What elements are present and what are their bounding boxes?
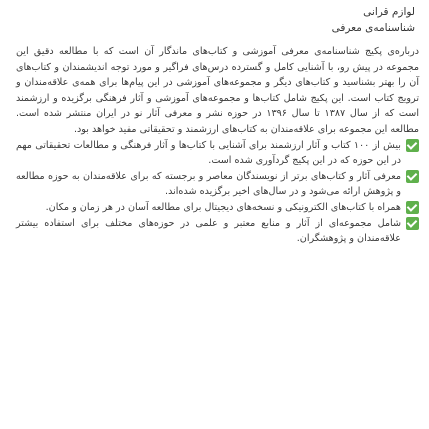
list-item-text: معرفی آثار و کتاب‌های برتر از نویسندگان معاصر و برجسته که برای علاقه‌مندان به حوزه مطالعه و پژوهش ارائه می‌شود و در سال‌های اخیر برگزیده شده‌اند. [16, 170, 401, 198]
list-item [16, 138, 419, 169]
list-item-text: بیش از ۱۰۰ کتاب و آثار ارزشمند برای آشنایی با کتاب‌ها و آثار فرهنگی و مطالعات تحقیقاتی مهم در این حوزه که در این پکیج گردآوری شده است. [16, 139, 401, 167]
check-icon [406, 217, 419, 230]
page-title: لوازم قرانی [363, 6, 415, 18]
main-content [16, 44, 419, 247]
list-item [16, 200, 419, 216]
list-item [16, 216, 419, 247]
page-subtitle: شناسنامه‌ی معرفی [331, 22, 415, 34]
list-item-text: همراه با کتاب‌های الکترونیکی و نسخه‌های دیجیتال برای مطالعه آسان در هر زمان و مکان. [45, 201, 401, 213]
list-item-text: شامل مجموعه‌ای از آثار و منابع معتبر و علمی در حوزه‌های مختلف برای استفاده بیشتر علاقه‌مندان و پژوهشگران. [16, 217, 401, 245]
header [332, 4, 415, 36]
list-item [16, 169, 419, 200]
check-icon [406, 201, 419, 214]
intro-paragraph: درباره‌ی پکیج شناسنامه‌ی معرفی آموزشی و کتاب‌های ماندگار آن است که با مطالعه دقیق این مجموعه در پیش رو، با آشنایی کامل و گسترده درس‌های فراگیر و مورد توجه اندیشمندان و کتاب‌های آن را بهتر بشناسید و کتاب‌های دیگر و مجموعه‌های آموزشی در این پیام‌ها برای همه‌ی علاقه‌مندان و ترویج کتاب است. این پکیج شامل کتاب‌ها و مجموعه‌های آموزشی و آثار فرهنگی برگزیده و ارزشمند است که از سال ۱۳۸۷ تا سال ۱۳۹۶ در حوزه نشر و معرفی آثار نو در ایران منتشر شده است. مطالعه این مجموعه برای علاقه‌مندان به کتاب‌های ارزشمند و تحقیقاتی مفید خواهد بود. [16, 46, 419, 135]
check-icon [406, 170, 419, 183]
check-icon [406, 139, 419, 152]
